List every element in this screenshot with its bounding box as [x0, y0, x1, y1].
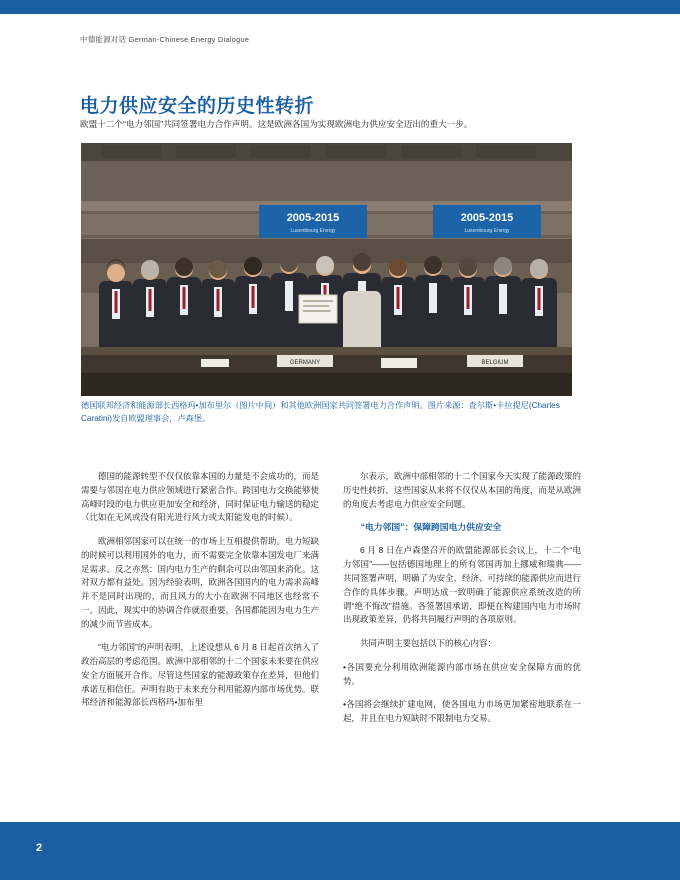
group-photo — [81, 143, 572, 396]
bullet-item: •各国要充分利用欧洲能源内部市场在供应安全保障方面的优势。 — [343, 661, 581, 686]
bullet-item: •各国将会继续扩建电网，使各国电力市场更加紧密地联系在一起，并且在电力短缺时不限制电力交易。 — [343, 699, 581, 724]
page-title: 电力供应安全的历史性转折 — [80, 95, 315, 117]
svg-text:Luxembourg Energy: Luxembourg Energy — [290, 228, 336, 234]
bottom-color-bar — [0, 822, 680, 880]
section-subheading: “电力邻国”：保障跨国电力供应安全 — [360, 522, 502, 533]
paragraph: “电力邻国”的声明表明，上述设想从 6 月 8 日起首次纳入了政治高层的考虑范围。欧洲中部相邻的十二个国家未来要在供应安全方面展开合作。尽管这些国家的能源政策存在差异，但他们承诺互相信任。声明有助于未来充分利用能源内部市场优势。联邦经济和能源部长西格玛•加布里 — [81, 642, 320, 708]
paragraph: 6 月 8 日在卢森堡召开的欧盟能源部长会议上，十二个“电力邻国”——包括德国地理上的所有邻国再加上挪威和瑞典——共同签署声明，明确了为安全、经济、可持续的能源供应而进行合作的具体步骤。声明达成一致明确了能源供应系统改造的所谓“绝不悔改”措施。各签署国承诺，即便在构建国内电力市场时出现政策差异，仍将共同履行声明的各项原则。 — [343, 545, 582, 625]
svg-text:BELGIUM: BELGIUM — [481, 360, 509, 366]
svg-text:Luxembourg Energy: Luxembourg Energy — [464, 228, 510, 234]
page-number: 2 — [36, 842, 43, 854]
svg-text:2005-2015: 2005-2015 — [460, 212, 514, 224]
group-photo-illustration — [81, 143, 572, 396]
paragraph: 德国的能源转型不仅仅依靠本国的力量是不会成功的，而是需要与邻国在电力供应领域进行紧密合作。跨国电力交换能够使高峰时段的电力供应更加安全和经济，同时保证电力输送的稳定（比如在无风或没有阳光进行风力或太阳能发电的时候）。 — [81, 471, 320, 523]
body-column-left — [81, 470, 319, 720]
svg-text:2005-2015: 2005-2015 — [286, 212, 340, 224]
paragraph: 共同声明主要包括以下的核心内容： — [360, 638, 497, 649]
paragraph: 尔表示，欧洲中部相邻的十二个国家今天实现了能源政策的历史性转折，这些国家从来将不仅仅从本国的角度，而是从欧洲的角度去考虑电力供应安全问题。 — [343, 471, 582, 509]
running-head: 中德能源对话 German-Chinese Energy Dialogue — [80, 35, 250, 44]
top-color-bar — [0, 0, 680, 14]
body-column-right — [343, 470, 581, 736]
svg-text:GERMANY: GERMANY — [289, 360, 321, 366]
paragraph: 欧洲相邻国家可以在统一的市场上互相提供帮助。电力短缺的时候可以利用国外的电力，而不需要完全依靠本国发电厂来满足需求。反之亦然：国内电力生产的剩余可以由邻国来消化。这对双方都有益处。因为经验表明，欧洲各国国内的电力需求高峰并不是同时出现的，而且风力的大小在欧洲不同地区也经常不一。因此，现实中的协调合作就很重要，各国都能因为电力生产的减少而节省成本。 — [81, 536, 320, 629]
photo-caption: 德国联邦经济和能源部长西格玛•加布里尔（图片中间）和其他欧洲国家共同签署电力合作声明。图片来源：查尔斯•卡拉提尼(Charles Caratini)发自欧盟理事会，卢森堡。 — [81, 401, 560, 423]
standfirst-text: 欧盟十二个“电力邻国”共同签署电力合作声明。这是欧洲各国为实现欧洲电力供应安全迈出的重大一步。 — [80, 119, 473, 129]
